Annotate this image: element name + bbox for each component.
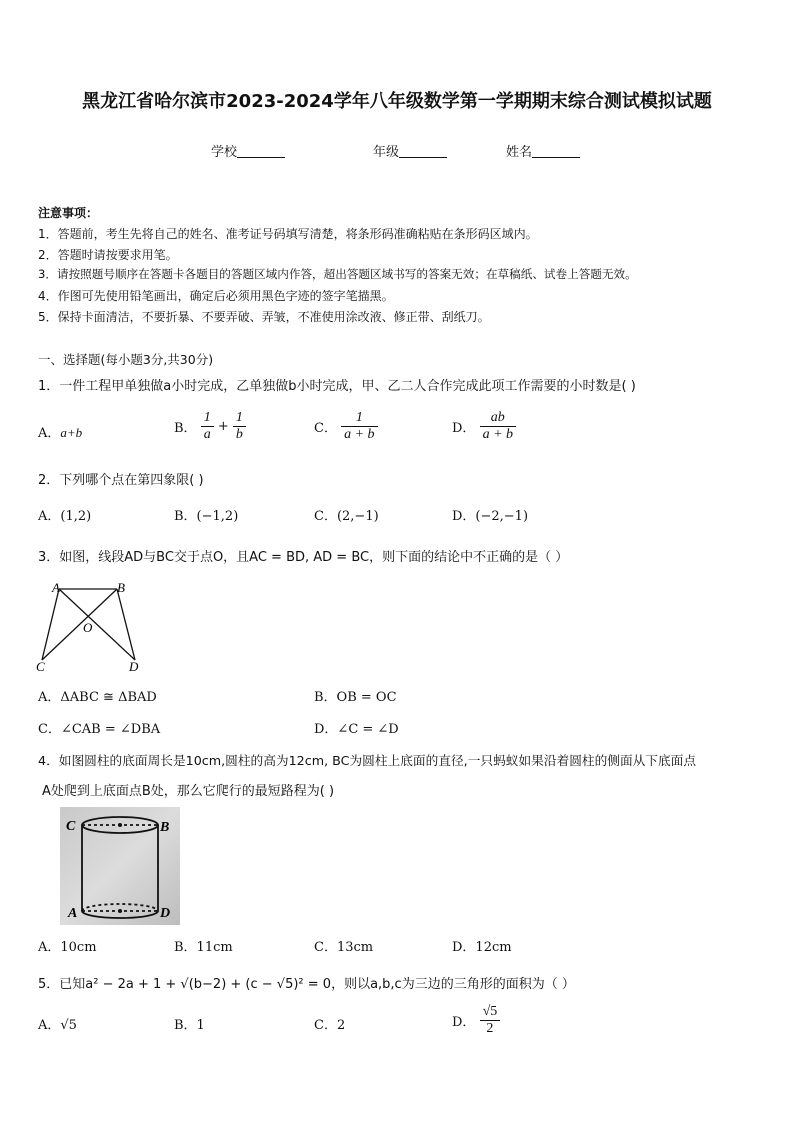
q4-option-a[interactable]: A．10cm: [38, 940, 97, 955]
label-b: B: [117, 580, 125, 595]
label-d: D: [129, 659, 139, 674]
q1-option-b[interactable]: [174, 410, 246, 443]
q1-stem: 1．一件工程甲单独做a小时完成，乙单独做b小时完成，甲、乙二人合作完成此项工作需要的小时数是( ): [38, 379, 636, 394]
numerator: ab: [480, 410, 516, 427]
numerator: 1: [341, 410, 377, 427]
q3-stem: 3．如图，线段AD与BC交于点O，且AC = BD, AD = BC，则下面的结论中不正确的是（ ）: [38, 550, 569, 565]
note-item: 1．答题前，考生先将自己的姓名、准考证号码填写清楚，将条形码准确粘贴在条形码区域内。: [38, 227, 538, 241]
q5-option-c[interactable]: C．2: [314, 1018, 346, 1033]
note-item: 3．请按照题号顺序在答题卡各题目的答题区域内作答，超出答题区域书写的答案无效；在草稿纸、试卷上答题无效。: [38, 267, 637, 281]
label-b: B: [160, 820, 170, 835]
q2-option-a[interactable]: A．(1,2): [38, 509, 92, 524]
fraction-1-over-b: [233, 410, 246, 443]
numerator: √5: [480, 1004, 501, 1021]
fraction-1-over-a: [201, 410, 214, 443]
plus-sign: +: [217, 419, 229, 434]
q5-option-a[interactable]: A．√5: [38, 1018, 77, 1033]
grade-label: 年级: [373, 145, 400, 160]
label-c: C: [66, 819, 76, 834]
q4-stem-line1: 4．如图圆柱的底面周长是10cm,圆柱的高为12cm, BC为圆柱上底面的直径,一只蚂蚁如果沿着圆柱的侧面从下底面点: [38, 753, 697, 768]
option-text: a+b: [60, 425, 83, 440]
q5-option-d[interactable]: [452, 1004, 500, 1037]
q4-stem-line2: A处爬到上底面点B处，那么它爬行的最短路程为( ): [42, 784, 335, 799]
option-label: C．: [314, 421, 337, 436]
q5-option-b[interactable]: B．1: [174, 1018, 205, 1033]
school-label: 学校: [211, 145, 238, 160]
q2-option-c[interactable]: C．(2,−1): [314, 509, 379, 524]
grade-blank[interactable]: [399, 145, 447, 158]
numerator: 1: [233, 410, 246, 427]
q2-stem: 2．下列哪个点在第四象限( ): [38, 473, 204, 488]
denominator: 2: [486, 1021, 494, 1036]
segment-bc: [42, 589, 117, 660]
fraction-sqrt5-over-2: [480, 1004, 501, 1037]
label-a: A: [52, 580, 60, 595]
q3-option-b[interactable]: B．OB = OC: [314, 690, 397, 705]
q3-option-c[interactable]: C．∠CAB = ∠DBA: [38, 722, 161, 737]
page-title: 黑龙江省哈尔滨市2023-2024学年八年级数学第一学期期末综合测试模拟试题: [82, 91, 712, 112]
bottom-center: [118, 909, 122, 913]
label-o: O: [83, 620, 93, 635]
option-label: A．: [38, 426, 61, 441]
fraction-1-over-a-plus-b: [341, 410, 377, 443]
top-center: [118, 823, 122, 827]
q3-figure: [32, 578, 152, 674]
denominator: b: [235, 427, 243, 442]
notes-heading: 注意事项：: [38, 206, 99, 220]
school-blank[interactable]: [237, 145, 285, 158]
grade-field[interactable]: [373, 141, 447, 160]
note-item: 5．保持卡面清洁，不要折暴、不要弄破、弄皱，不准使用涂改液、修正带、刮纸刀。: [38, 310, 490, 324]
label-a: A: [68, 906, 78, 921]
denominator: a + b: [482, 427, 514, 442]
q4-cylinder-photo: [60, 807, 180, 925]
option-label: D．: [452, 1015, 476, 1030]
denominator: a + b: [344, 427, 375, 442]
numerator: 1: [201, 410, 214, 427]
name-label: 姓名: [506, 145, 533, 160]
school-field[interactable]: [211, 141, 285, 160]
q4-option-c[interactable]: C．13cm: [314, 940, 374, 955]
q1-option-c[interactable]: [314, 410, 378, 443]
segment-bd: [117, 589, 135, 660]
segment-ad: [59, 589, 135, 660]
q1-option-d[interactable]: [452, 410, 516, 443]
q3-option-a[interactable]: A．ΔABC ≅ ΔBAD: [38, 690, 157, 705]
option-label: B．: [174, 421, 197, 436]
q2-option-b[interactable]: B．(−1,2): [174, 509, 239, 524]
label-c: C: [36, 659, 45, 674]
q1-option-a[interactable]: [38, 422, 82, 441]
denominator: a: [203, 427, 211, 442]
name-blank[interactable]: [532, 145, 580, 158]
q4-option-d[interactable]: D．12cm: [452, 940, 512, 955]
section-heading: 一、选择题(每小题3分,共30分): [38, 352, 214, 367]
name-field[interactable]: [506, 141, 580, 160]
segment-ac: [42, 589, 59, 660]
q5-stem: 5．已知a² − 2a + 1 + √(b−2) + (c − √5)² = 0，则以a,b,c为三边的三角形的面积为（ ）: [38, 977, 575, 992]
q3-option-d[interactable]: D．∠C = ∠D: [314, 722, 399, 737]
note-item: 4．作图可先使用铅笔画出，确定后必须用黑色字迹的签字笔描黑。: [38, 289, 394, 303]
q4-option-b[interactable]: B．11cm: [174, 940, 233, 955]
fraction-ab-over-a-plus-b: [480, 410, 516, 443]
option-label: D．: [452, 421, 476, 436]
label-d: D: [160, 906, 171, 921]
note-item: 2．答题时请按要求用笔。: [38, 248, 178, 262]
q2-option-d[interactable]: D．(−2,−1): [452, 509, 529, 524]
